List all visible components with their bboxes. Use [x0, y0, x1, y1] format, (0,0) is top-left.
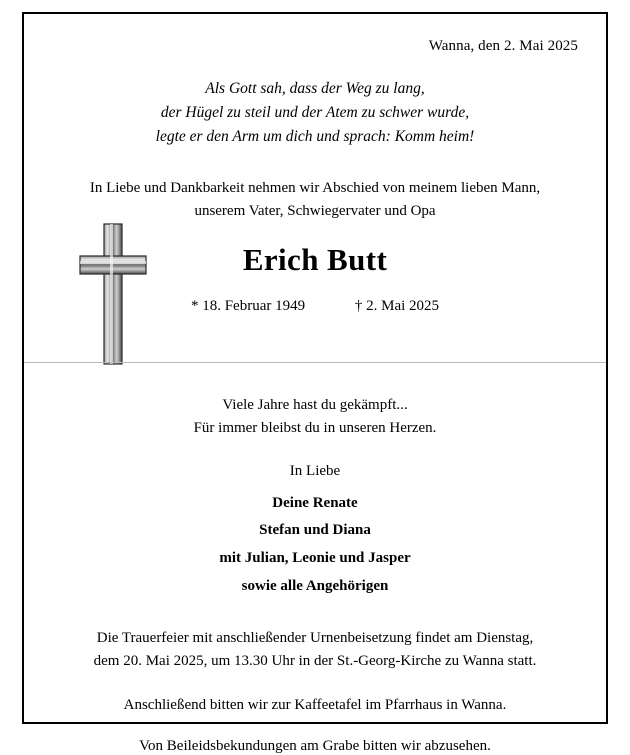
- service-line-1: Die Trauerfeier mit anschließender Urnenbeisetzung findet am Dienstag,: [96, 629, 534, 646]
- family-member-3: mit Julian, Leonie und Jasper: [219, 550, 411, 566]
- dateline: Wanna, den 2. Mai 2025: [428, 38, 578, 54]
- deceased-name: Erich Butt: [242, 242, 388, 278]
- service-line-2: dem 20. Mai 2025, um 13.30 Uhr in der St.-Georg-Kirche zu Wanna statt.: [93, 652, 537, 669]
- verse-line-1: Als Gott sah, dass der Weg zu lang,: [205, 80, 425, 97]
- birth-date: * 18. Februar 1949: [190, 298, 306, 315]
- verse-line-2: der Hügel zu steil und der Atem zu schwer wurde,: [160, 104, 470, 122]
- condolence-note: Von Beileidsbekundungen am Grabe bitten wir abzusehen.: [139, 738, 491, 754]
- obituary-content: [24, 14, 606, 754]
- service-details: [24, 627, 606, 674]
- memoriam-line-2: Für immer bleibst du in unseren Herzen.: [193, 420, 437, 437]
- family-member-1: Deine Renate: [272, 494, 358, 511]
- memoriam-text: [24, 394, 606, 441]
- family-member-2: Stefan und Diana: [259, 522, 371, 539]
- family-list: [24, 490, 606, 601]
- in-love-label: In Liebe: [289, 462, 341, 479]
- christian-cross-icon: [80, 224, 146, 364]
- section-divider: [24, 362, 606, 363]
- death-date: † 2. Mai 2025: [354, 298, 440, 315]
- memoriam-line-1: Viele Jahre hast du gekämpft...: [222, 397, 408, 413]
- intro-text: [24, 177, 606, 222]
- verse-block: [24, 77, 606, 149]
- intro-line-2: unserem Vater, Schwiegervater und Opa: [194, 202, 436, 219]
- lower-section: [24, 370, 606, 755]
- family-member-4: sowie alle Angehörigen: [241, 577, 389, 594]
- obituary-notice-card: [22, 12, 608, 754]
- after-service-note: Anschließend bitten wir zur Kaffeetafel im Pfarrhaus in Wanna.: [123, 697, 507, 713]
- intro-line-1: In Liebe und Dankbarkeit nehmen wir Abschied von meinem lieben Mann,: [89, 180, 541, 197]
- verse-line-3: legte er den Arm um dich und sprach: Komm heim!: [155, 128, 475, 146]
